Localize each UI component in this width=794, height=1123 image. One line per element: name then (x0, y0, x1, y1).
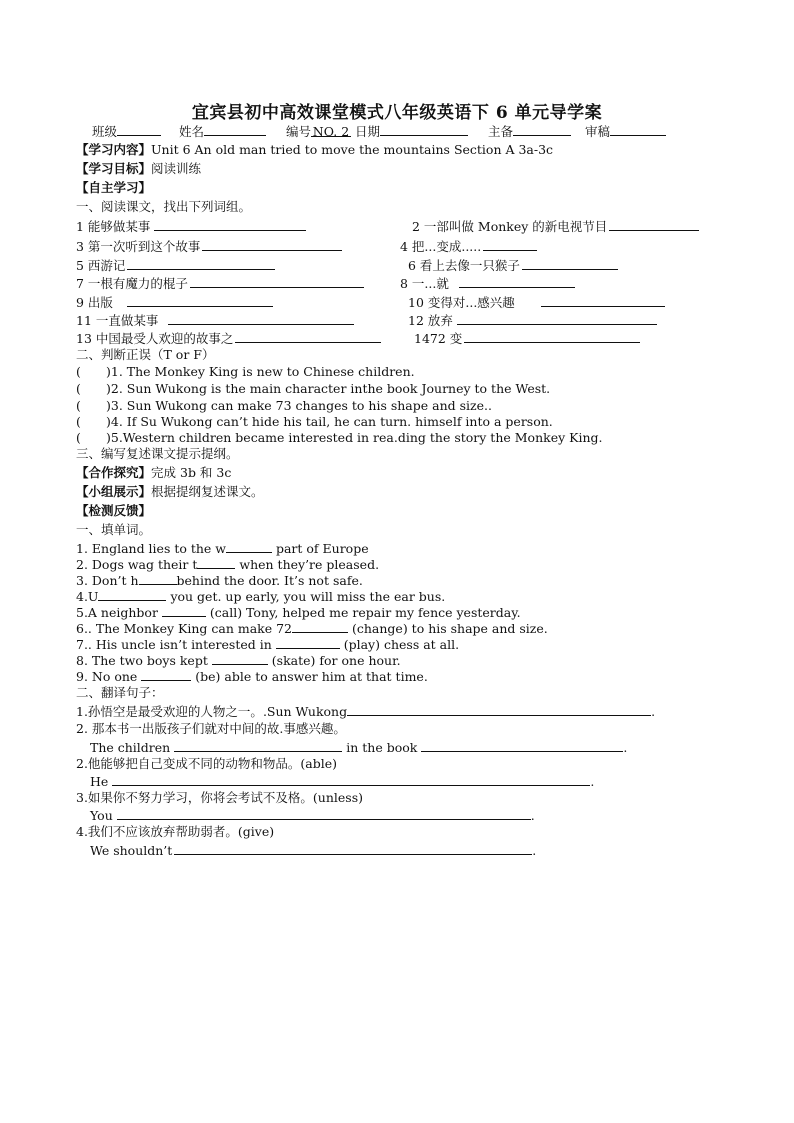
phrase-right-1: 2 一部叫做 Monkey 的新电视节目 (412, 218, 699, 235)
fill-item-4: 4.U you get. up early, you will miss the ear bus. (76, 589, 446, 604)
translate-2-en: The children in the book . (90, 740, 628, 755)
number-label: 编号 (285, 124, 311, 139)
phrase-right-2: 4 把...变成..... (400, 238, 537, 255)
fill-item-7: 7.. His uncle isn’t interested in (play) chess at all. (76, 637, 460, 652)
translate-5-en: We shouldn’t . (90, 843, 537, 858)
fill-item-2: 2. Dogs wag their t when they’re pleased. (76, 557, 380, 572)
phrase-left-7: 13 中国最受人欢迎的故事之 (76, 330, 381, 347)
phrase-right-7: 1472 变 (414, 330, 640, 347)
phrase-left-6: 11 一直做某事 (76, 312, 354, 329)
lead-blank[interactable] (513, 123, 571, 136)
phrase-right-3: 6 看上去像一只猴子 (408, 257, 618, 274)
phrase-left-3: 5 西游记 (76, 257, 275, 274)
tf-item-3: ( )3. Sun Wukong can make 73 changes to his shape and size.. (76, 398, 492, 413)
translate-4-cn: 3.如果你不努力学习，你将会考试不及格。(unless) (76, 790, 364, 805)
name-label: 姓名 (178, 124, 204, 139)
phrase-left-5: 9 出版 (76, 294, 273, 311)
translate-2-cn: 2. 那本书一出版孩子们就对中间的故.事感兴趣。 (76, 721, 346, 736)
goal-text: 阅读训练 (151, 161, 202, 176)
check-heading: 【检测反馈】 (76, 503, 152, 518)
phrase-left-2: 3 第一次听到这个故事 (76, 238, 342, 255)
part2-title: 二、判断正误（T or F） (76, 347, 215, 362)
tf-item-5: ( )5.Western children became interested in rea.ding the story the Monkey King. (76, 430, 603, 445)
part3-title: 三、编写复述课文提示提纲。 (76, 446, 239, 461)
translate-1: 1.孙悟空是最受欢迎的人物之一。.Sun Wukong . (76, 704, 656, 719)
fill-title: 一、填单词。 (76, 522, 152, 537)
coop-line: 【合作探究】完成 3b 和 3c (76, 465, 232, 480)
phrase-left-1: 1 能够做某事 (76, 218, 306, 235)
info-row (92, 122, 712, 140)
part1-title: 一、阅读课文，找出下列词组。 (76, 199, 252, 214)
content-line (76, 142, 553, 158)
goal-heading: 【学习目标】 (76, 161, 152, 176)
fill-item-3: 3. Don’t h behind the door. It’s not safe. (76, 573, 363, 588)
tf-item-2: ( )2. Sun Wukong is the main character inthe book Journey to the West. (76, 381, 551, 396)
date-label: 日期 (354, 124, 380, 139)
translate-5-cn: 4.我们不应该放弃帮助弱者。(give) (76, 824, 275, 839)
phrase-right-5: 10 变得对...感兴趣 (408, 294, 665, 311)
phrase-right-4: 8 一...就 (400, 275, 575, 292)
fill-item-6: 6.. The Monkey King can make 72 (change) to his shape and size. (76, 621, 548, 636)
content-heading: 【学习内容】 (76, 142, 152, 157)
lead-label: 主备 (487, 124, 513, 139)
fill-item-5: 5.A neighbor (call) Tony, helped me repair my fence yesterday. (76, 605, 521, 620)
phrase-right-6: 12 放弃 (408, 312, 657, 329)
fill-item-1: 1. England lies to the w part of Europe (76, 541, 369, 556)
translate-3-cn: 2.他能够把自己变成不同的动物和物品。(able) (76, 756, 338, 771)
class-blank[interactable] (117, 123, 161, 136)
group-line: 【小组展示】根据提纲复述课文。 (76, 484, 264, 499)
self-study-heading: 【自主学习】 (76, 180, 152, 195)
translate-3-en: He . (90, 774, 595, 789)
phrase-left-4: 7 一根有魔力的棍子 (76, 275, 364, 292)
class-label: 班级 (92, 124, 118, 139)
number-value: NO. 2 (312, 124, 350, 139)
goal-line (76, 161, 201, 177)
tf-item-1: ( )1. The Monkey King is new to Chinese children. (76, 364, 415, 379)
translate-title: 二、翻译句子： (76, 685, 164, 700)
date-blank[interactable] (380, 123, 468, 136)
review-blank[interactable] (610, 123, 666, 136)
translate-4-en: You . (90, 808, 535, 823)
name-blank[interactable] (204, 123, 266, 136)
fill-item-9: 9. No one (be) able to answer him at that time. (76, 669, 428, 684)
review-label: 审稿 (584, 124, 610, 139)
tf-item-4: ( )4. If Su Wukong can’t hide his tail, he can turn. himself into a person. (76, 414, 553, 429)
page-title: 宜宾县初中高效课堂模式八年级英语下 6 单元导学案 (191, 103, 603, 123)
content-text: Unit 6 An old man tried to move the mountains Section A 3a-3c (151, 142, 554, 157)
fill-item-8: 8. The two boys kept (skate) for one hour. (76, 653, 401, 668)
